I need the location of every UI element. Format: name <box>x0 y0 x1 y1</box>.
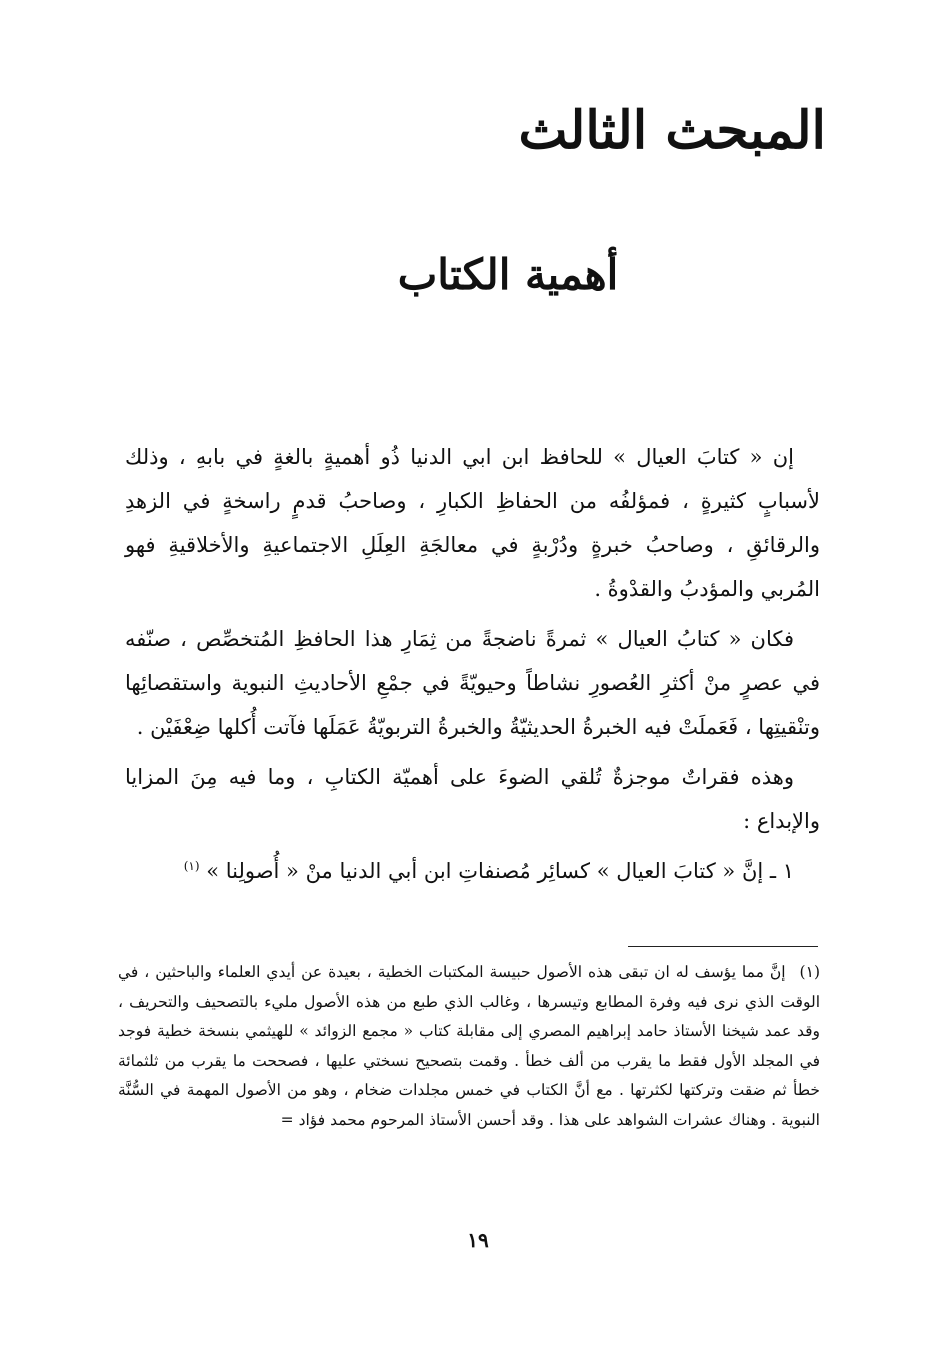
footnotes <box>118 958 820 1135</box>
paragraph-1-text: إن « كتابَ العيال » للحافظ ابن ابي الدنيا ذُو أهميةٍ بالغةٍ في بابهِ ، وذلك لأسبابٍ كثيرةٍ ، فمؤلفُه من الحفاظِ الكبارِ ، وصاحبُ قدمٍ راسخةٍ في الزهدِ والرقائقِ ، وصاحبُ خبرةٍ ودُرْبةٍ في معالجَةِ العِلَلِ الاجتماعيةِ والأخلاقيةِ فهو المُربي والمؤدبُ والقدْوةُ . <box>125 445 820 601</box>
paragraph-4 <box>125 849 820 893</box>
chapter-title: المبحث الثالث <box>518 100 826 161</box>
paragraph-3-text: وهذه فقراتٌ موجزةٌ تُلقي الضوءَ على أهميّة الكتابِ ، وما فيه مِنَ المزايا والإبداع : <box>125 765 820 833</box>
footnote-text: إنَّ مما يؤسف له ان تبقى هذه الأصول حبيسة المكتبات الخطية ، بعيدة عن أيدي العلماء والباحثين ، في الوقت الذي نرى فيه وفرة المطابع وتيسرها ، وغالب الذي طبع من هذه الأصول مليء بالتصحيف والتحريف ، وقد عمد شيخنا الأستاذ حامد إبراهيم المصري إلى مقابلة كتاب « مجمع الزوائد » للهيثمي بنسخة خطية فوجد في المجلد الأول فقط ما يقرب من ألف خطأ . وقمت بتصحيح نسختي عليها ، فصححت ما يقرب من ثلثمائة خطأ ثم ضقت وتركتها لكثرتها . مع أنَّ الكتاب في خمس مجلدات ضخام ، وهو من الأصول المهمة في السُّنَّة النبوية . وهناك عشرات الشواهد على هذا . وقد أحسن الأستاذ المرحوم محمد فؤاد = <box>118 963 820 1129</box>
section-title-wrapper <box>0 250 936 300</box>
paragraph-1 <box>125 435 820 611</box>
section-title: أهمية الكتاب <box>397 250 619 299</box>
footnote-1 <box>118 958 820 1135</box>
paragraph-3 <box>125 755 820 843</box>
page-number-wrapper <box>0 1228 936 1252</box>
footnote-divider <box>628 946 818 947</box>
paragraph-4-text: ١ ـ إنَّ « كتابَ العيال » كسائِر مُصنفاتِ ابن أبي الدنيا منْ « أُصولِنا » <box>206 859 794 883</box>
footnote-reference: (١) <box>183 859 200 873</box>
paragraph-2-text: فكان « كتابُ العيال » ثمرةً ناضجةً من ثِمَارِ هذا الحافظِ المُتخصِّص ، صنّفه في عصرٍ منْ أكثرِ العُصورِ نشاطاً وحيويّةً في جمْعِ الأحاديثِ النبوية واستقصائِها وتنْقيتِها ، فَعَملَتْ فيه الخبرةُ الحديثيّةُ والخبرةُ التربويّةُ عَمَلَها فآتت أُكلها ضِعْفَيْن . <box>125 627 821 739</box>
body-text <box>125 435 820 899</box>
paragraph-2 <box>125 617 820 749</box>
page-number: ١٩ <box>467 1228 489 1252</box>
footnote-marker: (١) <box>799 963 820 981</box>
